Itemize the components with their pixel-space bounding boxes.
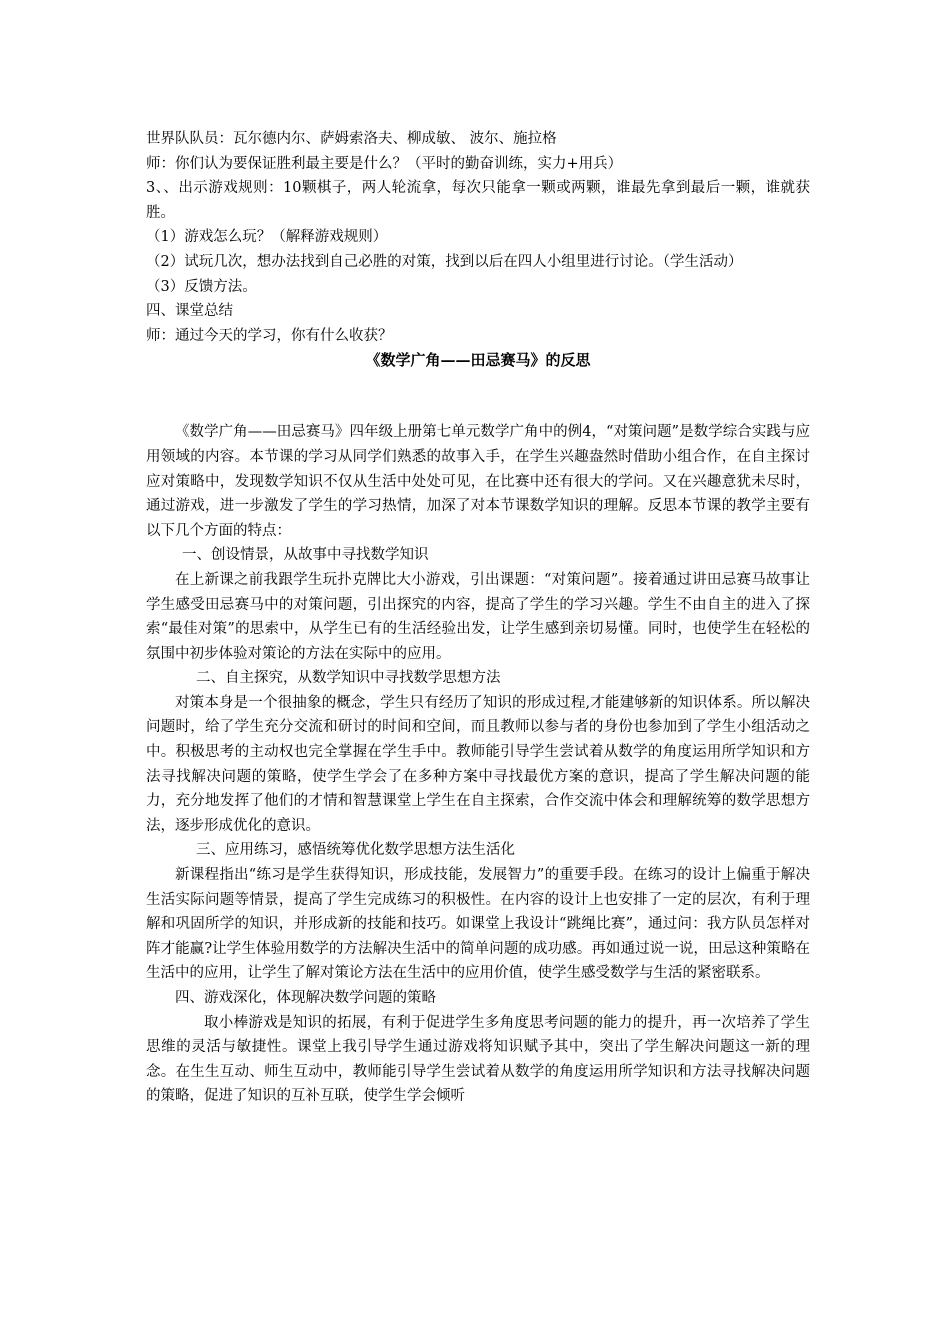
team-members-line: 世界队队员：瓦尔德内尔、萨姆索洛夫、柳成敏、 波尔、施拉格 (146, 131, 557, 147)
section-heading-3: 三、应用练习，感悟统筹优化数学思想方法生活化 (196, 842, 515, 859)
reflection-intro: 《数学广角——田忌赛马》四年级上册第七单元数学广角中的例4，“对策问题”是数学综合实践与应用领域的内容。本节课的学习从同学们熟悉的故事入手，在学生兴趣盎然时借助小组合作，在自主探讨应对策略中，发现数学知识不仅从生活中处处可见，在比赛中还有很大的学问。又在兴趣意犹未尽时，通过游戏，进一步激发了学生的学习热情，加深了对本节课数学知识的理解。反思本节课的教学主要有以下几个方面的特点： (146, 424, 810, 539)
teacher-closing-line: 师：通过今天的学习，你有什么收获？ (146, 327, 393, 344)
section-body-4: 取小棒游戏是知识的拓展，有利于促进学生多角度思考问题的能力的提升，再一次培养了学生思维的灵活与敏捷性。课堂上我引导学生通过游戏将知识赋予其中，突出了学生解决问题这一新的理念。在生生互动、师生互动中，教师能引导学生尝试着从数学的角度运用所学知识和方法寻找解决问题的策略，促进了知识的互补互联，使学生学会倾听 (146, 1014, 810, 1105)
section-body-1: 在上新课之前我跟学生玩扑克牌比大小游戏，引出课题：“对策问题”。接着通过讲田忌赛马故事让学生感受田忌赛马中的对策问题，引出探究的内容，提高了学生的学习兴趣。学生不由自主的进入了探索“最佳对策”的思索中，从学生已有的生活经验出发，让学生感到亲切易懂。同时，也使学生在轻松的氛围中初步体验对策论的方法在实际中的应用。 (146, 571, 810, 662)
step-3-line: （3）反馈方法。 (146, 278, 257, 295)
section-heading-4: 四、游戏深化，体现解决数学问题的策略 (175, 990, 436, 1006)
step-1-line: （1）游戏怎么玩？（解释游戏规则） (146, 229, 388, 246)
teacher-question-line: 师：你们认为要保证胜利最主要是什么？（平时的勤奋训练，实力+用兵） (146, 155, 623, 172)
section-heading-2: 二、自主探究，从数学知识中寻找数学思想方法 (196, 670, 501, 687)
section-body-3: 新课程指出“练习是学生获得知识，形成技能，发展智力”的重要手段。在练习的设计上偏重于解决生活实际问题等情景，提高了学生完成练习的积极性。在内容的设计上也安排了一定的层次，有利于理解和巩固所学的知识，并形成新的技能和技巧。如课堂上我设计“跳绳比赛”，通过问：我方队员怎样对阵才能赢?让学生体验用数学的方法解决生活中的简单问题的成功感。再如通过说一说，田忌这种策略在生活中的应用，让学生了解对策论方法在生活中的应用价值，使学生感受数学与生活的紧密联系。 (146, 867, 810, 982)
section-body-2: 对策本身是一个很抽象的概念，学生只有经历了知识的形成过程,才能建够新的知识体系。所以解决问题时，给了学生充分交流和研讨的时间和空间，而且教师以参与者的身份也参加到了学生小组活动之中。积极思考的主动权也完全掌握在学生手中。教师能引导学生尝试着从数学的角度运用所学知识和方法寻找解决问题的策略，使学生学会了在多种方案中寻找最优方案的意识，提高了学生解决问题的能力，充分地发挥了他们的才情和智慧课堂上学生在自主探索，合作交流中体会和理解统筹的数学思想方法，逐步形成优化的意识。 (146, 694, 810, 834)
step-2-line: （2）试玩几次，想办法找到自己必胜的对策，找到以后在四人小组里进行讨论。（学生活动） (146, 253, 743, 270)
document-page (146, 127, 810, 1109)
summary-heading: 四、课堂总结 (146, 303, 233, 320)
game-rules-line: 3、、出示游戏规则：10颗棋子，两人轮流拿，每次只能拿一颗或两颗，谁最先拿到最后一颗，谁就获胜。 (146, 180, 810, 221)
section-heading-1: 一、创设情景，从故事中寻找数学知识 (182, 547, 429, 564)
reflection-title: 《数学广角——田忌赛马》的反思 (365, 351, 591, 370)
